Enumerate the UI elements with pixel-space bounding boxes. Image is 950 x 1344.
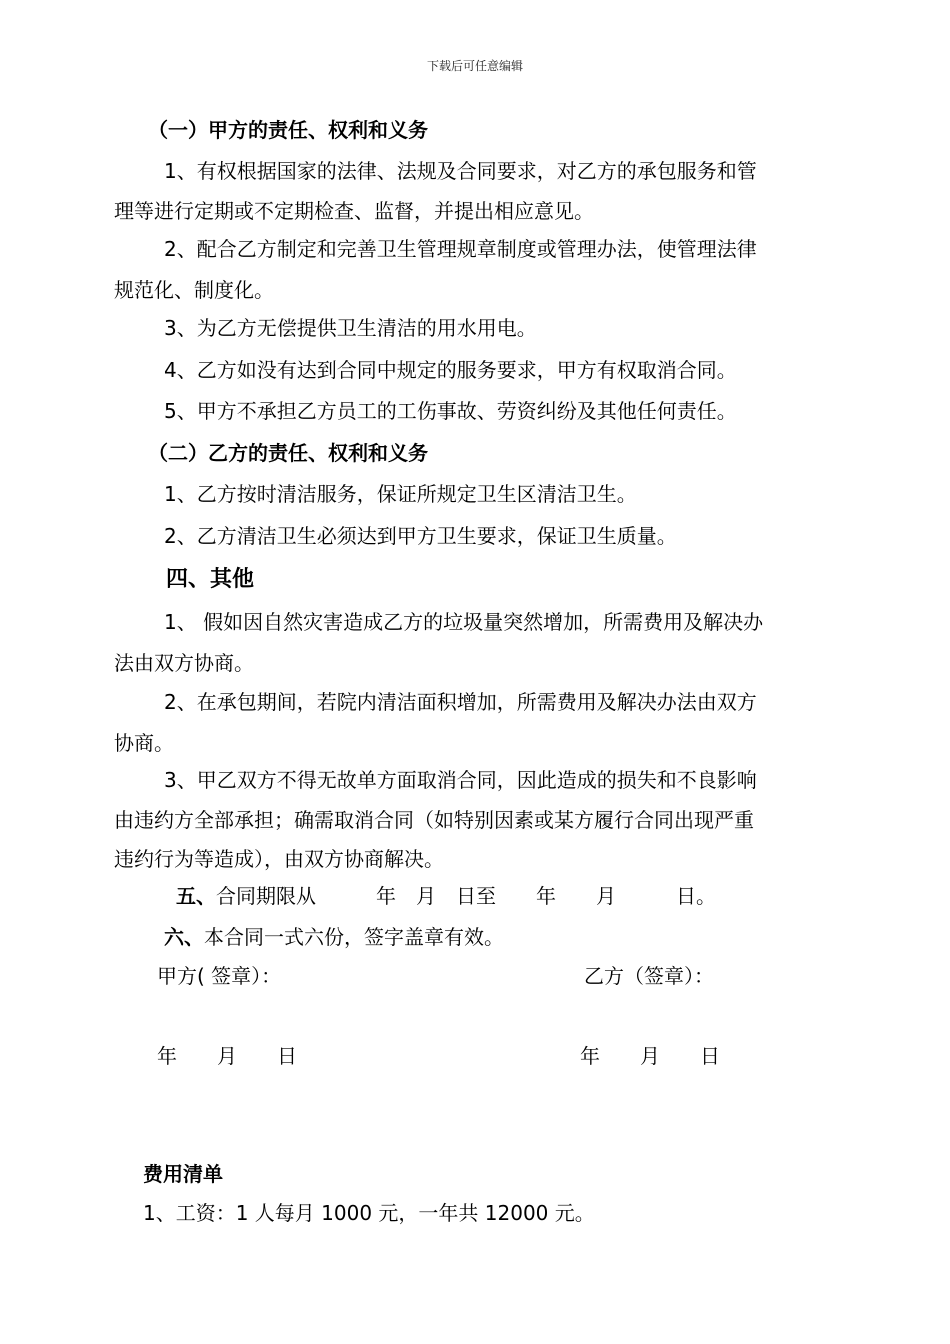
- section-2-item-1: 1、乙方按时清洁服务，保证所规定卫生区清洁卫生。: [164, 482, 637, 506]
- fees-item-1: 1、工资：1 人每月 1000 元，一年共 12000 元。: [143, 1201, 595, 1225]
- section-1-item-3: 3、为乙方无偿提供卫生清洁的用水用电。: [164, 316, 537, 340]
- section-1-item-1-cont: 理等进行定期或不定期检查、监督，并提出相应意见。: [114, 199, 594, 223]
- section-1-item-1: 1、有权根据国家的法律、法规及合同要求，对乙方的承包服务和管: [164, 159, 757, 183]
- section-4-item-3-cont-2: 违约行为等造成），由双方协商解决。: [114, 847, 444, 871]
- section-2-title: （二）乙方的责任、权利和义务: [148, 441, 428, 465]
- party-a-date: 年 月 日: [157, 1044, 297, 1068]
- section-6: [164, 923, 504, 951]
- section-1-item-4: 4、乙方如没有达到合同中规定的服务要求，甲方有权取消合同。: [164, 358, 737, 382]
- party-b-signature-label: 乙方（签章）：: [584, 964, 714, 988]
- section-4-item-1: 1、 假如因自然灾害造成乙方的垃圾量突然增加，所需费用及解决办: [164, 610, 764, 634]
- party-b-date: 年 月 日: [580, 1044, 720, 1068]
- section-2-item-2: 2、乙方清洁卫生必须达到甲方卫生要求，保证卫生质量。: [164, 524, 677, 548]
- section-1-item-5: 5、甲方不承担乙方员工的工伤事故、劳资纠纷及其他任何责任。: [164, 399, 737, 423]
- section-4-item-2-cont: 协商。: [114, 731, 174, 755]
- section-5: [176, 882, 716, 910]
- fees-title: 费用清单: [143, 1162, 223, 1186]
- section-4-title: 四、其他: [166, 567, 255, 592]
- section-6-text: 本合同一式六份，签字盖章有效。: [204, 925, 504, 949]
- section-4-item-2: 2、在承包期间，若院内清洁面积增加，所需费用及解决办法由双方: [164, 690, 757, 714]
- section-5-text: 合同期限从 年 月 日至 年 月 日。: [216, 884, 716, 908]
- section-6-label: 六、: [164, 925, 204, 949]
- section-4-item-3: 3、甲乙双方不得无故单方面取消合同，因此造成的损失和不良影响: [164, 768, 757, 792]
- section-1-title: （一）甲方的责任、权利和义务: [148, 118, 428, 142]
- section-4-item-1-cont: 法由双方协商。: [114, 651, 254, 675]
- page-header: 下载后可任意编辑: [426, 59, 523, 73]
- section-1-item-2: 2、配合乙方制定和完善卫生管理规章制度或管理办法，使管理法律: [164, 237, 757, 261]
- section-1-item-2-cont: 规范化、制度化。: [114, 278, 274, 302]
- party-a-signature-label: 甲方( 签章）：: [157, 964, 282, 988]
- section-4-item-3-cont-1: 由违约方全部承担；确需取消合同（如特别因素或某方履行合同出现严重: [114, 808, 754, 832]
- section-5-label: 五、: [176, 884, 216, 908]
